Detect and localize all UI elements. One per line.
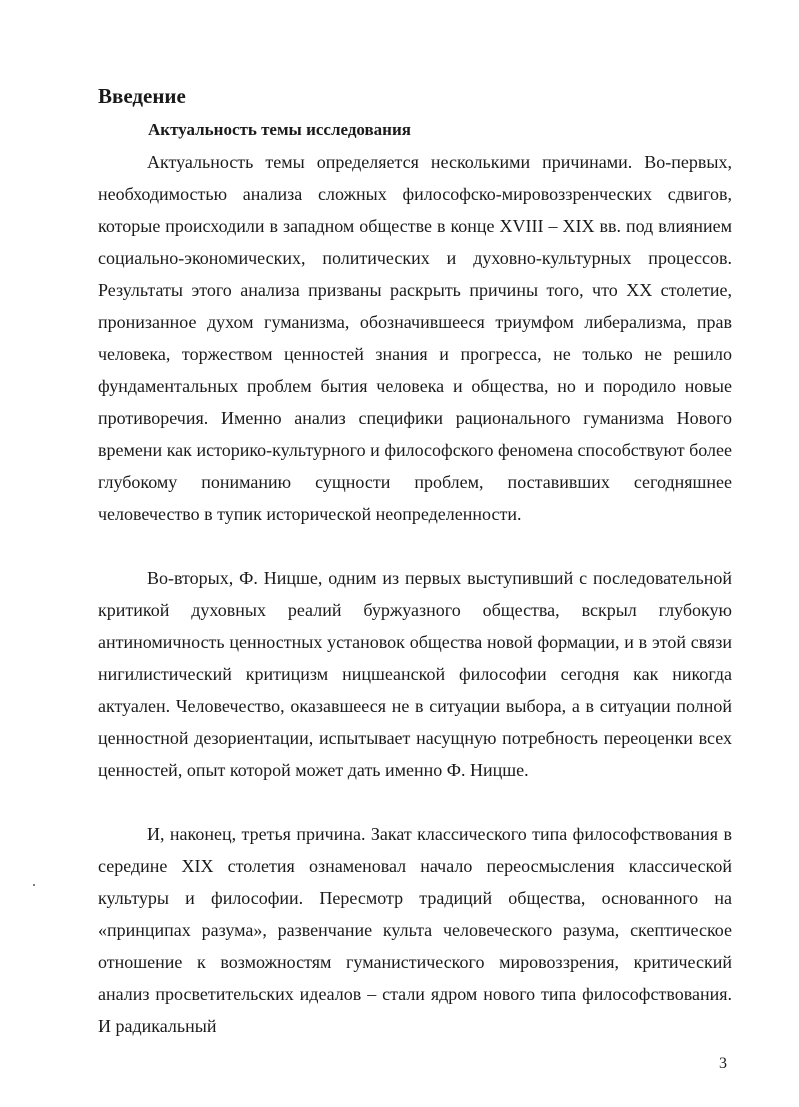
paragraph-1: Актуальность темы определяется несколькими причинами. Во-первых, необходимостью анализа сложных философско-мировоззренческих сдвигов, которые происходили в западном обществе в конце XVIII – XIX вв. под влиянием социально-экономических, политических и духовно-культурных процессов. Результаты этого анализа призваны раскрыть причины того, что XX столетие, пронизанное духом гуманизма, обозначившееся триумфом либерализма, прав человека, торжеством ценностей знания и прогресса, не только не решило фундаментальных проблем бытия человека и общества, но и породило новые противоречия. Именно анализ специфики рационального гуманизма Нового времени как историко-культурного и философского феномена способствуют более глубокому пониманию сущности проблем, поставивших сегодняшнее человечество в тупик исторической неопределенности. [98,152,732,524]
section-heading: Введение [98,84,186,108]
section-subheading: Актуальность темы исследования [148,120,411,139]
scan-speck [33,884,35,886]
paragraph-3: И, наконец, третья причина. Закат классического типа философствования в середине XIX столетия ознаменовал начало переосмысления классической культуры и философии. Пересмотр традиций общества, основанного на «принципах разума», развенчание культа человеческого разума, скептическое отношение к возможностям гуманистического мировоззрения, критический анализ просветительских идеалов – стали ядром нового типа философствования. И радикальный [98,824,732,1036]
page-number: 3 [719,1055,727,1072]
paragraph-2: Во-вторых, Ф. Ницше, одним из первых выступивший с последовательной критикой духовных реалий буржуазного общества, вскрыл глубокую антиномичность ценностных установок общества новой формации, и в этой связи нигилистический критицизм ницшеанской философии сегодня как никогда актуален. Человечество, оказавшееся не в ситуации выбора, а в ситуации полной ценностной дезориентации, испытывает насущную потребность переоценки всех ценностей, опыт которой может дать именно Ф. Ницше. [98,568,732,780]
